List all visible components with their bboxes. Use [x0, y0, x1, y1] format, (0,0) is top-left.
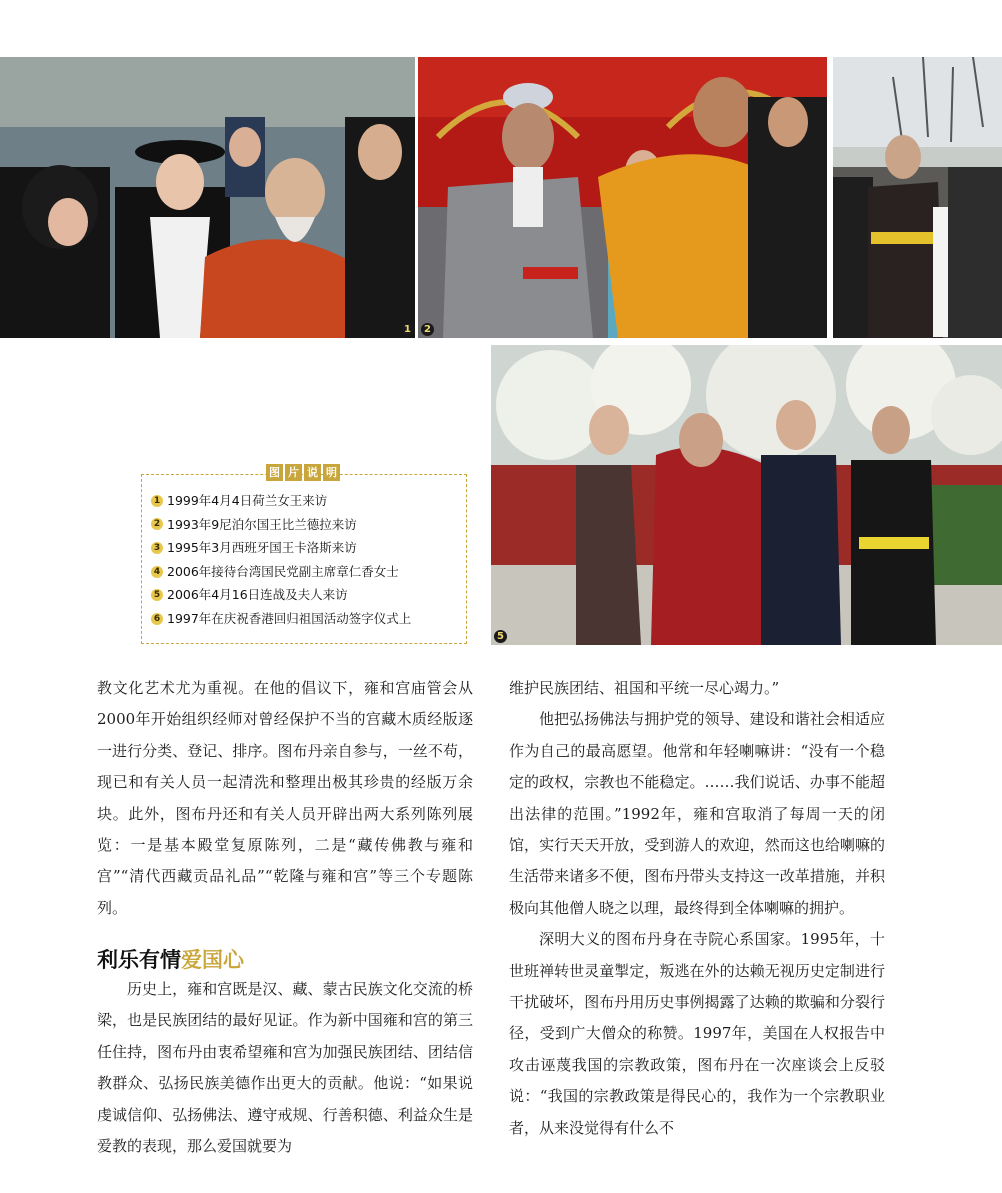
- caption-title-char: 片: [285, 464, 302, 481]
- caption-item: [151, 583, 411, 607]
- caption-title-char: 图: [266, 464, 283, 481]
- caption-item: [151, 536, 411, 560]
- photo-2-image: [418, 57, 827, 338]
- caption-number-badge: 3: [151, 542, 163, 554]
- photo-number-badge: 5: [494, 630, 507, 643]
- caption-number-badge: 2: [151, 518, 163, 530]
- caption-text: 1999年4月4日荷兰女王来访: [167, 493, 328, 508]
- caption-item: [151, 513, 411, 537]
- section-heading-accent: 爱国心: [181, 948, 244, 972]
- article-column-left: [97, 673, 473, 924]
- photo-5: [491, 345, 1002, 645]
- article-paragraph: 教文化艺术尤为重视。在他的倡议下，雍和宫庙管会从2000年开始组织经师对曾经保护不当的宫藏木质经版逐一进行分类、登记、排序。图布丹亲自参与，一丝不苟，现已和有关人员一起清洗和整理出极其珍贵的经版万余块。此外，图布丹还和有关人员开辟出两大系列陈列展览：一是基本殿堂复原陈列，二是“藏传佛教与雍和宫”“清代西藏贡品礼品”“乾隆与雍和宫”等三个专题陈列。: [97, 679, 473, 917]
- caption-text: 1993年9尼泊尔国王比兰德拉来访: [167, 516, 357, 532]
- caption-text: 1997年在庆祝香港回归祖国活动签字仪式上: [167, 610, 412, 626]
- article-column-right: [509, 673, 885, 1144]
- photo-1-image: [0, 57, 415, 338]
- caption-item: [151, 607, 411, 631]
- photo-3: [833, 57, 1002, 338]
- photo-5-image: [491, 345, 1002, 645]
- caption-item: [151, 489, 411, 513]
- caption-number-badge: 5: [151, 589, 163, 601]
- caption-text: 2006年4月16日连战及夫人来访: [167, 587, 348, 603]
- article-paragraph: 维护民族团结、祖国和平统一尽心竭力。”: [509, 679, 780, 697]
- caption-text: 2006年接待台湾国民党副主席章仁香女士: [167, 563, 399, 579]
- photo-2: [418, 57, 827, 338]
- caption-item: [151, 560, 411, 584]
- photo-number-badge: 1: [401, 323, 414, 336]
- caption-text: 1995年3月西班牙国王卡洛斯来访: [167, 540, 357, 556]
- caption-number-badge: 1: [151, 495, 163, 507]
- article-paragraph: 他把弘扬佛法与拥护党的领导、建设和谐社会相适应作为自己的最高愿望。他常和年轻喇嘛讲：“没有一个稳定的政权，宗教也不能稳定。……我们说话、办事不能超出法律的范围。”1992年，雍和宫取消了每周一天的闭馆，实行天天开放，受到游人的欢迎，然而这也给喇嘛的生活带来诸多不便，图布丹带头支持这一改革措施，并积极向其他僧人晓之以理，最终得到全体喇嘛的拥护。: [509, 710, 885, 917]
- caption-title-char: 明: [323, 464, 340, 481]
- article-paragraph: 历史上，雍和宫既是汉、藏、蒙古民族文化交流的桥梁，也是民族团结的最好见证。作为新中国雍和宫的第三任住持，图布丹由衷希望雍和宫为加强民族团结、团结信教群众、弘扬民族美德作出更大的贡献。他说：“如果说虔诚信仰、弘扬佛法、遵守戒规、行善积德、利益众生是爱教的表现，那么爱国就要为: [97, 980, 473, 1156]
- section-heading: [97, 946, 244, 974]
- photo-1: [0, 57, 415, 338]
- photo-number-badge: 2: [421, 323, 434, 336]
- caption-title-char: 说: [304, 464, 321, 481]
- article-paragraph: 深明大义的图布丹身在寺院心系国家。1995年，十世班禅转世灵童掣定，叛逃在外的达赖无视历史定制进行干扰破坏，图布丹用历史事例揭露了达赖的欺骗和分裂行径，受到广大僧众的称赞。1997年，美国在人权报告中攻击诬蔑我国的宗教政策，图布丹在一次座谈会上反驳说：“我国的宗教政策是得民心的，我作为一个宗教职业者，从来没觉得有什么不: [509, 930, 885, 1137]
- photo-3-image: [833, 57, 1002, 338]
- section-heading-main: 利乐有情: [97, 948, 181, 972]
- caption-number-badge: 6: [151, 613, 163, 625]
- caption-number-badge: 4: [151, 566, 163, 578]
- caption-list: [151, 489, 411, 631]
- caption-box-title: [266, 464, 340, 482]
- article-column-left-lower: [97, 974, 473, 1162]
